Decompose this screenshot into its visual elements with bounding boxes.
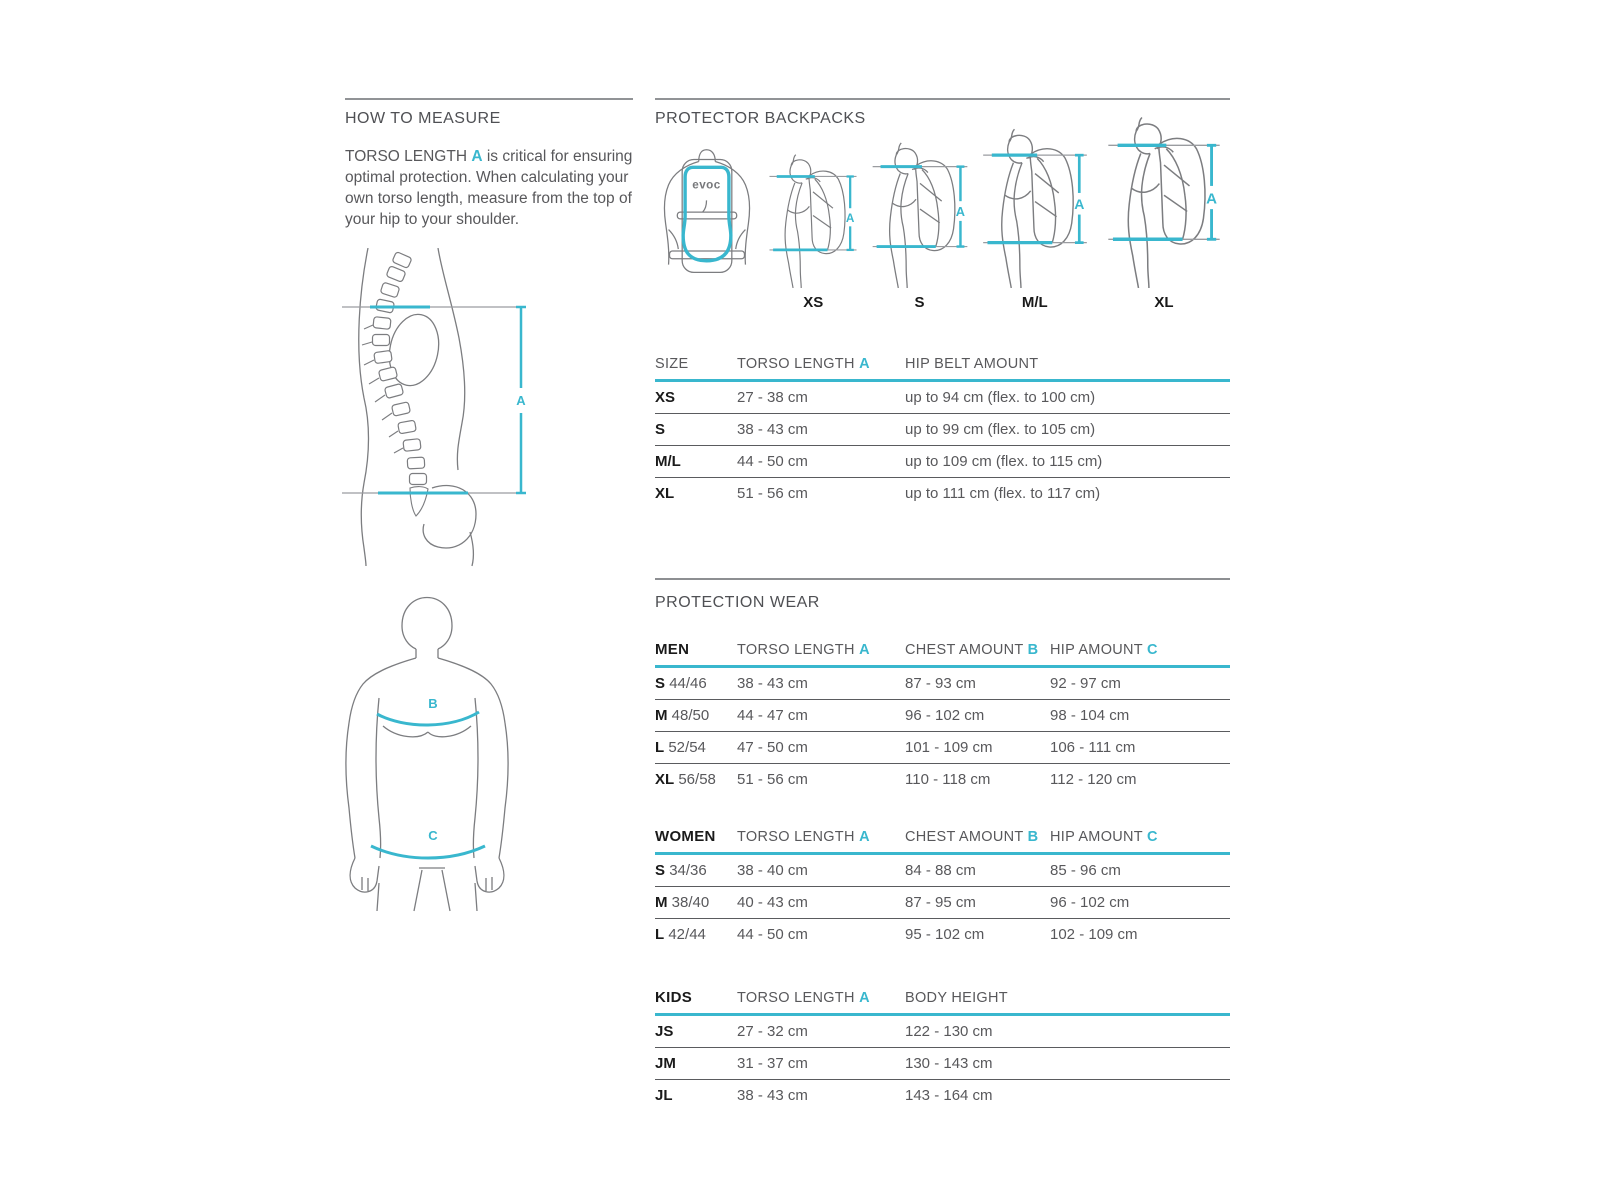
cell-hip-belt: up to 94 cm (flex. to 100 cm): [905, 389, 1096, 406]
protector-backpacks-title: PROTECTOR BACKPACKS: [655, 110, 866, 127]
table-header: [655, 349, 1230, 382]
table-row: [655, 855, 1230, 887]
cell-torso: 27 - 32 cm: [737, 1023, 808, 1040]
cell-size: JM: [655, 1055, 676, 1072]
women-size-table: [655, 822, 1230, 950]
body-diagram: [335, 578, 525, 913]
backpack-illustrations: [655, 132, 1230, 314]
table-row: [655, 382, 1230, 414]
backpack-size-label: XL: [1154, 293, 1174, 311]
backpack-size-label: S: [914, 293, 925, 311]
cell-torso: 44 - 47 cm: [737, 707, 808, 724]
table-row: [655, 414, 1230, 446]
cell-hip-belt: up to 109 cm (flex. to 115 cm): [905, 453, 1103, 470]
col-header-torso-length: TORSO LENGTH A: [737, 990, 870, 1006]
cell-chest: 87 - 95 cm: [905, 894, 976, 911]
cell-torso: 44 - 50 cm: [737, 453, 808, 470]
col-header-hip-belt: HIP BELT AMOUNT: [905, 356, 1039, 372]
men-size-table: [655, 635, 1230, 795]
right-section-rule: [655, 98, 1230, 100]
backpack-side-illustration-xl: [1098, 114, 1230, 314]
col-header-torso-length: TORSO LENGTH A: [737, 356, 870, 372]
cell-torso: 38 - 43 cm: [737, 675, 808, 692]
cell-size: M 38/40: [655, 894, 710, 911]
spine-diagram: [338, 248, 528, 568]
col-header-men: MEN: [655, 641, 690, 658]
cell-body-height: 122 - 130 cm: [905, 1023, 993, 1040]
cell-hip: 92 - 97 cm: [1050, 675, 1121, 692]
cell-hip: 96 - 102 cm: [1050, 894, 1130, 911]
cell-chest: 110 - 118 cm: [905, 771, 991, 788]
backpack-front-illustration: [655, 142, 759, 314]
measurement-a-label: A: [1073, 196, 1085, 213]
evoc-logo: evoc: [692, 178, 721, 192]
cell-hip: 112 - 120 cm: [1050, 771, 1137, 788]
backpack-side-illustration-s: [868, 140, 972, 314]
cell-torso: 38 - 43 cm: [737, 421, 808, 438]
col-header-women: WOMEN: [655, 828, 716, 845]
table-row: [655, 1080, 1230, 1111]
cell-torso: 27 - 38 cm: [737, 389, 808, 406]
cell-size: S 44/46: [655, 675, 707, 692]
col-header-body-height: BODY HEIGHT: [905, 990, 1008, 1006]
cell-chest: 96 - 102 cm: [905, 707, 985, 724]
table-row: [655, 887, 1230, 919]
how-to-measure-title: HOW TO MEASURE: [345, 110, 501, 127]
cell-hip: 102 - 109 cm: [1050, 926, 1138, 943]
measurement-a-label: A: [846, 211, 855, 225]
kids-size-table: [655, 983, 1230, 1111]
col-header-torso-length: TORSO LENGTH A: [737, 829, 870, 845]
torso-letter-accent: A: [471, 148, 483, 165]
cell-size: JS: [655, 1023, 674, 1040]
col-header-chest-amount: CHEST AMOUNT B: [905, 829, 1039, 845]
cell-size: XL 56/58: [655, 771, 716, 788]
cell-torso: 51 - 56 cm: [737, 485, 808, 502]
cell-chest: 87 - 93 cm: [905, 675, 976, 692]
cell-torso: 38 - 43 cm: [737, 1087, 808, 1104]
table-row: [655, 478, 1230, 509]
cell-size: M/L: [655, 453, 681, 470]
left-section-rule: [345, 98, 633, 100]
cell-torso: 47 - 50 cm: [737, 739, 808, 756]
col-header-size: SIZE: [655, 356, 689, 372]
backpack-size-label: XS: [803, 293, 824, 311]
cell-size: S: [655, 421, 666, 438]
protection-wear-title: PROTECTION WEAR: [655, 594, 820, 611]
cell-size: M 48/50: [655, 707, 710, 724]
cell-size: JL: [655, 1087, 673, 1104]
backpack-side-illustration-xs: [765, 152, 861, 314]
table-row: [655, 732, 1230, 764]
cell-hip: 106 - 111 cm: [1050, 739, 1136, 756]
cell-size: XL: [655, 485, 675, 502]
chest-b-label: B: [428, 696, 438, 711]
cell-hip: 98 - 104 cm: [1050, 707, 1130, 724]
col-header-hip-amount: HIP AMOUNT C: [1050, 829, 1158, 845]
table-header: [655, 635, 1230, 668]
cell-hip: 85 - 96 cm: [1050, 862, 1121, 879]
cell-torso: 40 - 43 cm: [737, 894, 808, 911]
table-row: [655, 919, 1230, 950]
col-header-chest-amount: CHEST AMOUNT B: [905, 642, 1039, 658]
intro-paragraph: [345, 146, 637, 230]
cell-chest: 84 - 88 cm: [905, 862, 976, 879]
cell-body-height: 143 - 164 cm: [905, 1087, 993, 1104]
cell-chest: 101 - 109 cm: [905, 739, 993, 756]
table-row: [655, 764, 1230, 795]
col-header-torso-length: TORSO LENGTH A: [737, 642, 870, 658]
table-row: [655, 446, 1230, 478]
backpack-size-label: M/L: [1021, 293, 1048, 311]
backpack-side-illustration-ml: [978, 126, 1092, 314]
cell-hip-belt: up to 99 cm (flex. to 105 cm): [905, 421, 1096, 438]
cell-chest: 95 - 102 cm: [905, 926, 985, 943]
table-row: [655, 1016, 1230, 1048]
intro-suffix: is critical for ensuring optimal protection. When calculating your own torso length, measure from the top of your hip to your shoulder.: [345, 148, 633, 228]
col-header-hip-amount: HIP AMOUNT C: [1050, 642, 1158, 658]
cell-size: XS: [655, 389, 676, 406]
cell-torso: 31 - 37 cm: [737, 1055, 808, 1072]
table-row: [655, 668, 1230, 700]
protection-wear-rule: [655, 578, 1230, 580]
measurement-a-label: A: [955, 203, 965, 219]
intro-prefix: TORSO LENGTH: [345, 148, 472, 165]
cell-size: L 42/44: [655, 926, 706, 943]
backpack-size-table: [655, 349, 1230, 509]
measurement-a-label: A: [516, 393, 526, 408]
cell-torso: 38 - 40 cm: [737, 862, 808, 879]
cell-torso: 51 - 56 cm: [737, 771, 808, 788]
cell-size: L 52/54: [655, 739, 706, 756]
table-row: [655, 1048, 1230, 1080]
cell-size: S 34/36: [655, 862, 707, 879]
table-header: [655, 983, 1230, 1016]
table-header: [655, 822, 1230, 855]
hip-c-label: C: [428, 828, 438, 843]
cell-hip-belt: up to 111 cm (flex. to 117 cm): [905, 485, 1101, 502]
cell-body-height: 130 - 143 cm: [905, 1055, 993, 1072]
col-header-kids: KIDS: [655, 989, 693, 1006]
measurement-a-label: A: [1206, 190, 1218, 208]
cell-torso: 44 - 50 cm: [737, 926, 808, 943]
table-row: [655, 700, 1230, 732]
